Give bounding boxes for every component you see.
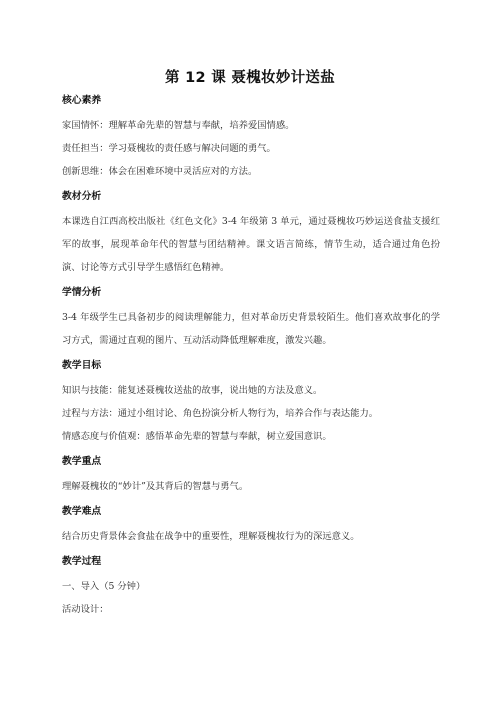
section-teaching-goals <box>62 359 440 448</box>
paragraph: 创新思维：体会在困难环境中灵活应对的方法。 <box>62 166 258 177</box>
section-core-literacy <box>62 94 440 183</box>
section-difficulties <box>62 505 440 548</box>
paragraph: 责任担当：学习聂槐妆的责任感与解决问题的勇气。 <box>62 143 276 154</box>
paragraph: 情感态度与价值观：感悟革命先辈的智慧与奉献，树立爱国意识。 <box>62 431 332 442</box>
section-teaching-process <box>62 555 440 621</box>
section-heading: 教材分析 <box>62 191 102 202</box>
document-body <box>62 94 440 621</box>
paragraph: 理解聂槐妆的“妙计”及其背后的智慧与勇气。 <box>62 481 249 492</box>
paragraph: 过程与方法：通过小组讨论、角色扮演分析人物行为，培养合作与表达能力。 <box>62 408 379 419</box>
section-student-analysis <box>62 286 440 352</box>
paragraph: 活动设计： <box>62 604 109 615</box>
paragraph: 本课选自江西高校出版社《红色文化》3-4 年级第 3 单元，通过聂槐妆巧妙运送食盐支援红军的故事，展现革命年代的智慧与团结精神。课文语言简练，情节生动，适合通过角色扮演、讨论等方式引导学生感悟红色精神。 <box>62 216 440 273</box>
paragraph: 一、导入（5 分钟） <box>62 581 146 592</box>
section-heading: 教学目标 <box>62 360 102 371</box>
paragraph: 3-4 年级学生已具备初步的阅读理解能力，但对革命历史背景较陌生。他们喜欢故事化的学习方式，需通过直观的图片、互动活动降低理解难度，激发兴趣。 <box>62 312 440 346</box>
section-heading: 教学难点 <box>62 506 102 517</box>
paragraph: 家国情怀：理解革命先辈的智慧与奉献，培养爱国情感。 <box>62 120 295 131</box>
section-material-analysis <box>62 190 440 279</box>
section-heading: 教学重点 <box>62 456 102 467</box>
document-title: 第 12 课 聂槐妆妙计送盐 <box>164 70 336 86</box>
paragraph: 知识与技能：能复述聂槐妆送盐的故事，说出她的方法及意义。 <box>62 385 323 396</box>
section-key-points <box>62 455 440 498</box>
section-heading: 学情分析 <box>62 287 102 298</box>
paragraph: 结合历史背景体会食盐在战争中的重要性，理解聂槐妆行为的深远意义。 <box>62 531 360 542</box>
section-heading: 教学过程 <box>62 556 102 567</box>
section-heading: 核心素养 <box>62 95 102 106</box>
